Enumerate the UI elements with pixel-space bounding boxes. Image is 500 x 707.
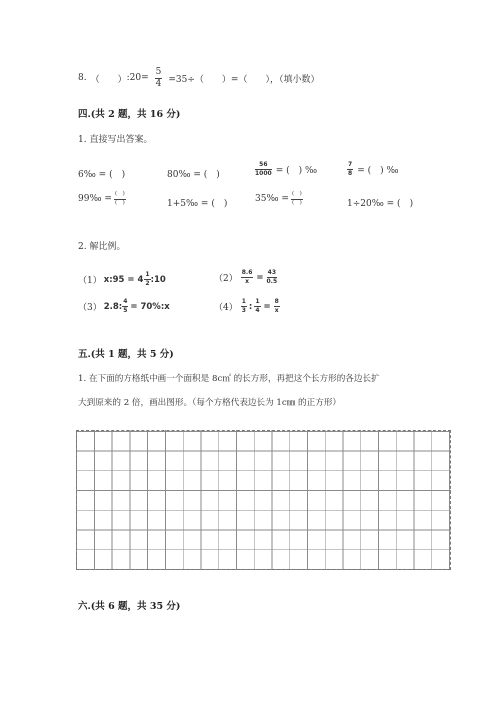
proportion-4: （4） $\frac{1}{3}$ : $\frac{1}{4}$ = $\frac{8}{x}$ [214, 298, 279, 314]
calc-item: 1+5‰ = ( ) [167, 199, 228, 209]
proportion-1: （1） x:95 = 4 $\frac{1}{2}$ :10 [78, 271, 166, 287]
question-number: 8. [78, 73, 87, 83]
calc-item: 1÷20‰ = ( ) [347, 199, 414, 209]
fraction: $\frac{8}{x}$ [274, 298, 279, 314]
calc-item: 99‰ = $\frac{( )}{( )}$ [78, 191, 125, 206]
calc-item: 6‰ = ( ) [78, 170, 126, 180]
section-4-title: 四.(共 2 题，共 16 分) [78, 109, 181, 120]
question-text-line: 大到原来的 2 倍，画出图形。（每个方格代表边长为 1c㎜ 的正方形） [78, 398, 342, 408]
section-6-title: 六.(共 6 题，共 35 分) [78, 601, 181, 612]
fraction: $\frac{5}{4}$ [155, 66, 162, 89]
grid-paper[interactable] [76, 430, 451, 570]
equation-tail: =35÷（ ）=（ ），（填小数） [168, 74, 320, 85]
question-1-title: 1. 直接写出答案。 [78, 135, 153, 145]
fraction: $\frac{4}{5}$ [123, 298, 128, 314]
ratio-text: :20= [126, 73, 149, 83]
calc-item: $\frac{56}{1000}$ = ( ) ‰ [255, 161, 318, 177]
proportion-3: （3） 2.8: $\frac{4}{5}$ = 70%:x [78, 298, 170, 314]
calc-item: 80‰ = ( ) [167, 170, 220, 180]
fraction: $\frac{1}{2}$ [145, 271, 150, 287]
blank: （ ） [90, 74, 127, 85]
fraction: $\frac{( )}{( )}$ [114, 191, 125, 206]
calc-item: 35‰ = $\frac{( )}{( )}$ [255, 191, 302, 206]
question-2-title: 2. 解比例。 [78, 242, 126, 252]
fraction: $\frac{1}{3}$ [241, 298, 246, 314]
question-8 [78, 66, 319, 90]
fraction: $\frac{56}{1000}$ [255, 161, 272, 177]
fraction: $\frac{1}{4}$ [255, 298, 260, 314]
section-5-title: 五.(共 1 题，共 5 分) [78, 349, 174, 360]
fraction: $\frac{8.6}{x}$ [241, 269, 253, 285]
proportion-2: （2） $\frac{8.6}{x}$ = $\frac{43}{0.5}$ [214, 269, 278, 285]
fraction: $\frac{43}{0.5}$ [266, 269, 278, 285]
calc-item: $\frac{7}{8}$ = ( ) ‰ [348, 161, 399, 177]
question-text-line: 1. 在下面的方格纸中画一个面积是 8c㎡ 的长方形，再把这个长方形的各边长扩 [78, 374, 380, 384]
fraction: $\frac{( )}{( )}$ [291, 191, 302, 206]
fraction: $\frac{7}{8}$ [348, 161, 353, 177]
